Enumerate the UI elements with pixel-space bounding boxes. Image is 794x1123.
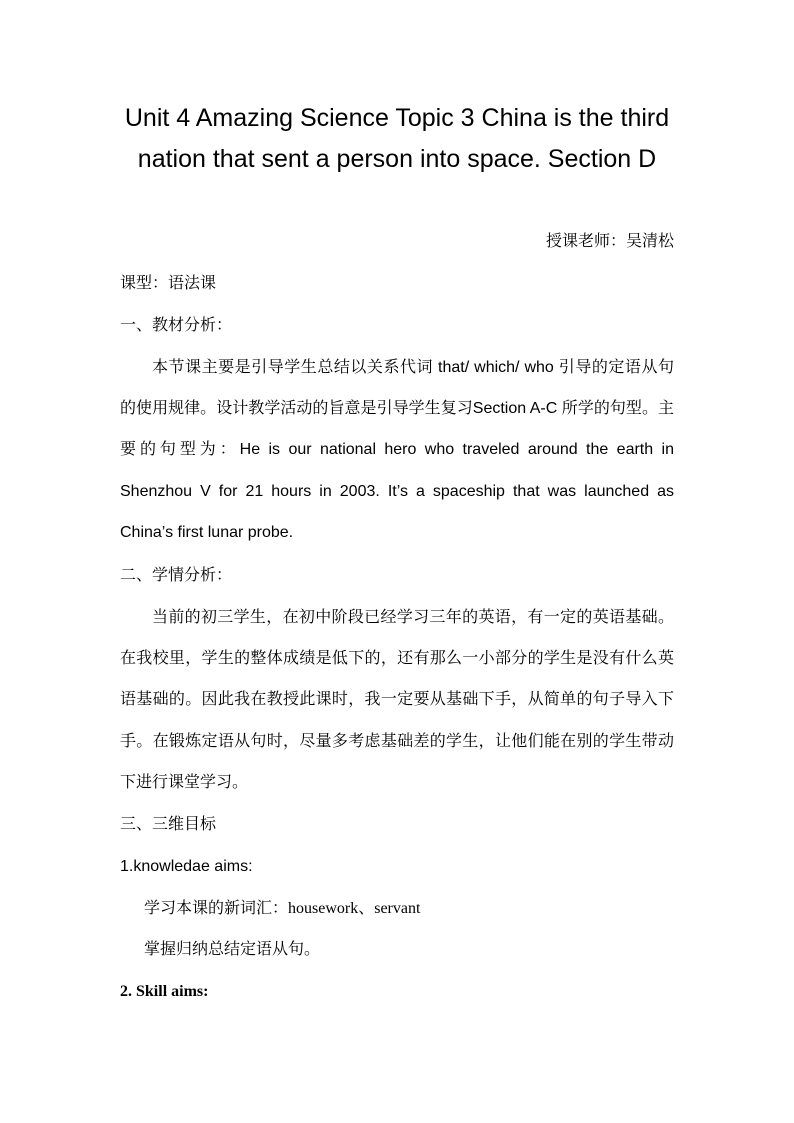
document-page xyxy=(120,0,674,1123)
student-analysis-paragraph: 当前的初三学生，在初中阶段已经学习三年的英语，有一定的英语基础。在我校里，学生的整体成绩是低下的，还有那么一小部分的学生是没有什么英语基础的。因此我在教授此课时，我一定要从基础下手，从简单的句子导入下手。在锻炼定语从句时，尽量多考虑基础差的学生，让他们能在别的学生带动下进行课堂学习。 xyxy=(120,609,674,791)
document-title: Unit 4 Amazing Science Topic 3 China is the third nation that sent a person into space. Section D xyxy=(124,104,670,173)
skill-aims-heading: 2. Skill aims: xyxy=(120,983,209,1000)
teacher-name: 授课老师：吴清松 xyxy=(545,233,674,250)
knowledge-aim-vocabulary: 学习本课的新词汇：housework、servant xyxy=(144,900,421,917)
section-heading-textbook-analysis: 一、教材分析： xyxy=(120,317,233,334)
section-heading-objectives: 三、三维目标 xyxy=(120,816,217,833)
knowledge-aim-clauses: 掌握归纳总结定语从句。 xyxy=(144,941,321,958)
section-heading-student-analysis: 二、学情分析： xyxy=(120,567,233,584)
knowledge-aims-heading: 1.knowledae aims: xyxy=(120,858,253,875)
lesson-type: 课型：语法课 xyxy=(120,275,217,292)
textbook-analysis-paragraph: 本节课主要是引导学生总结以关系代词 that/ which/ who 引导的定语从句的使用规律。设计教学活动的旨意是引导学生复习Section A-C 所学的句型。主要的句型为：He is our national hero who traveled around the earth in Shenzhou V for 21 hours in 2003. It’s a spaceship that was launched as China’s first lunar probe. xyxy=(120,359,674,541)
